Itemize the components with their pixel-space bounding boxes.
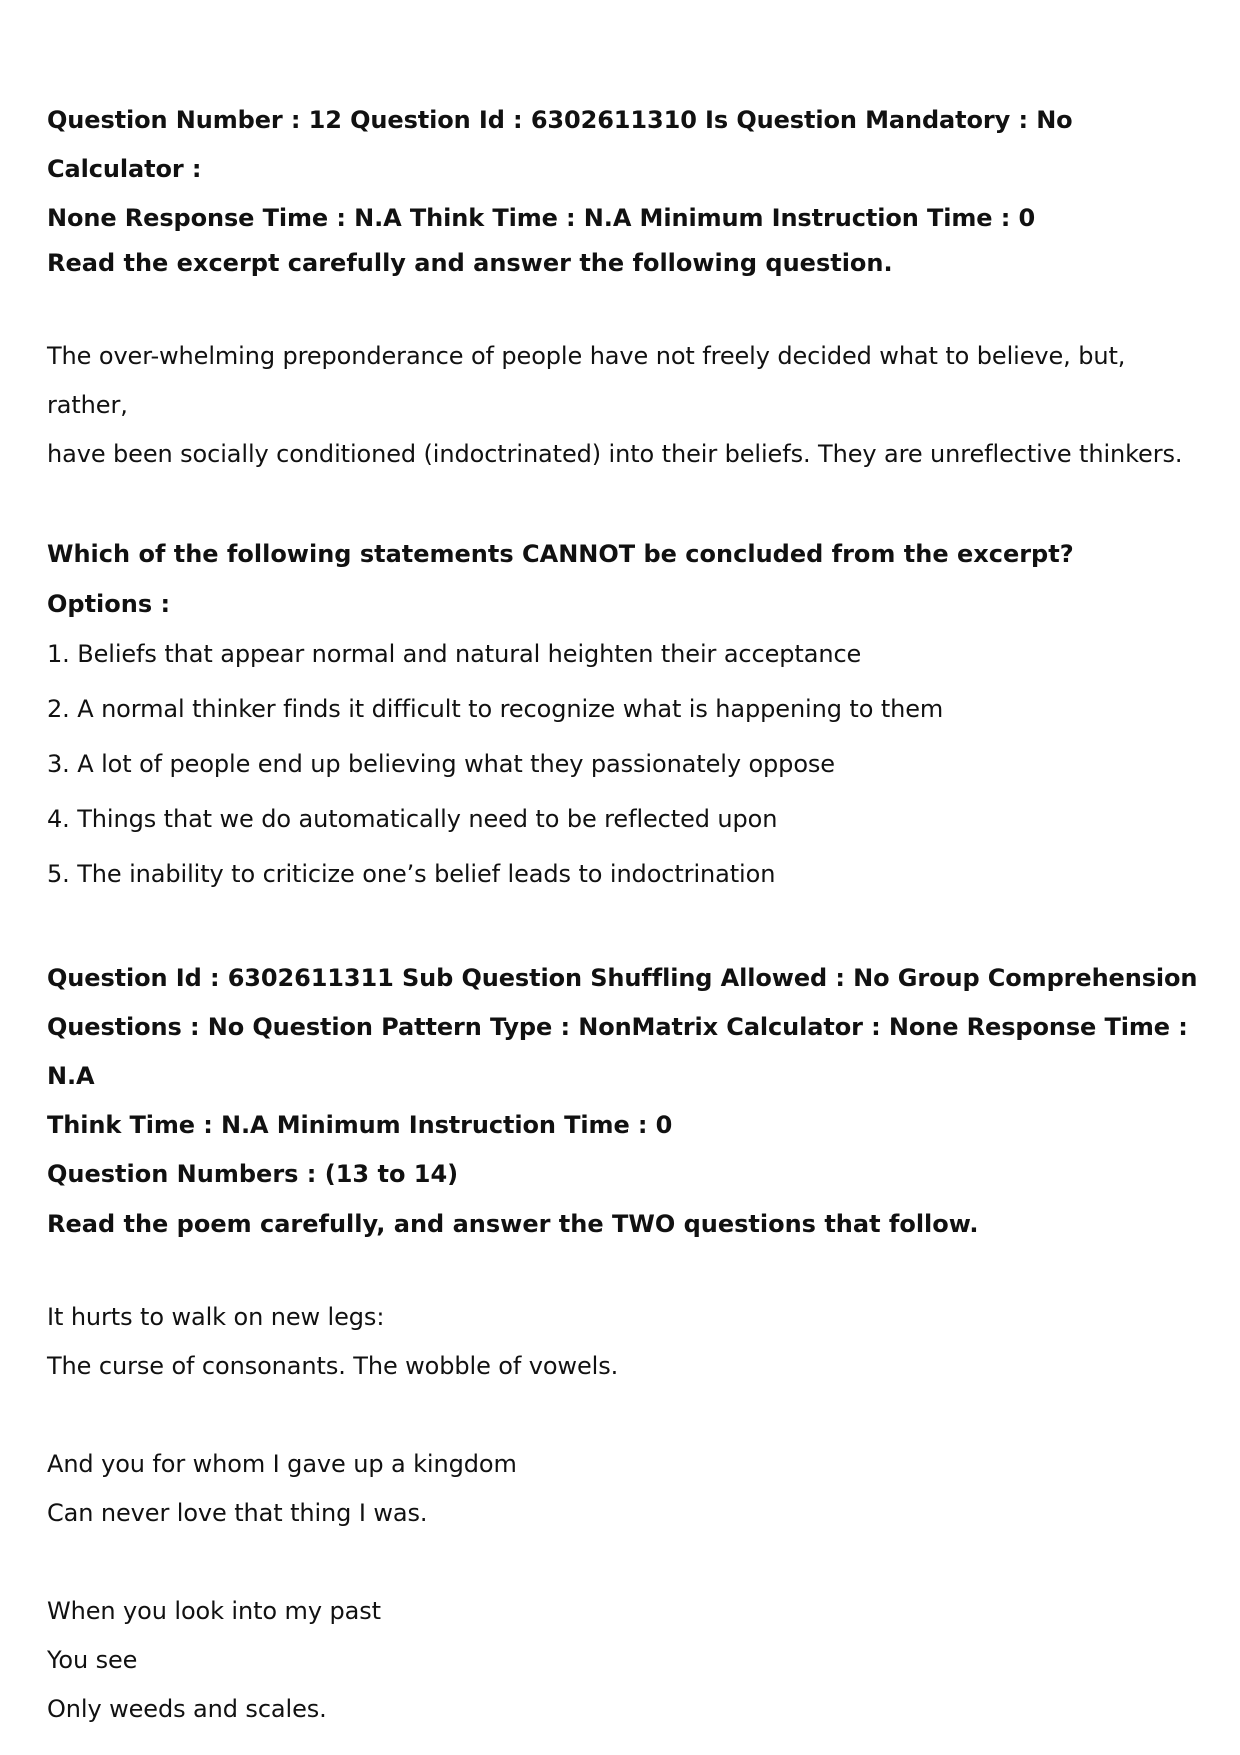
options-list bbox=[47, 636, 1207, 892]
group-13-14-metadata bbox=[47, 954, 1207, 1150]
poem-line: Can never love that thing I was. bbox=[47, 1499, 428, 1527]
option-item: 2. A normal thinker finds it difficult to recognize what is happening to them bbox=[47, 695, 944, 723]
poem-line: You see bbox=[47, 1646, 138, 1674]
document-page bbox=[47, 96, 1207, 1734]
poem-line: Only weeds and scales. bbox=[47, 1695, 327, 1723]
excerpt-line: The over-whelming preponderance of people have not freely decided what to believe, but, rather, bbox=[47, 342, 1126, 419]
poem-line: And you for whom I gave up a kingdom bbox=[47, 1450, 517, 1478]
question-12-metadata bbox=[47, 96, 1207, 243]
poem-line: It hurts to walk on new legs: bbox=[47, 1303, 385, 1331]
excerpt bbox=[47, 332, 1207, 479]
poem-line: When you look into my past bbox=[47, 1597, 381, 1625]
instruction-text: Read the poem carefully, and answer the TWO questions that follow. bbox=[47, 1210, 979, 1238]
option-item: 1. Beliefs that appear normal and natural heighten their acceptance bbox=[47, 640, 862, 668]
poem bbox=[47, 1293, 1207, 1734]
poem-line: The curse of consonants. The wobble of vowels. bbox=[47, 1352, 619, 1380]
question-numbers: Question Numbers : (13 to 14) bbox=[47, 1160, 459, 1188]
metadata-line: Think Time : N.A Minimum Instruction Time : 0 bbox=[47, 1111, 673, 1139]
metadata-line: None Response Time : N.A Think Time : N.A Minimum Instruction Time : 0 bbox=[47, 204, 1036, 232]
question-text: Which of the following statements CANNOT be concluded from the excerpt? bbox=[47, 540, 1074, 568]
instruction-text: Read the excerpt carefully and answer the following question. bbox=[47, 249, 893, 277]
option-item: 3. A lot of people end up believing what they passionately oppose bbox=[47, 750, 835, 778]
options-label: Options : bbox=[47, 590, 171, 618]
metadata-line: Question Id : 6302611311 Sub Question Shuffling Allowed : No Group Comprehension bbox=[47, 964, 1198, 992]
option-item: 5. The inability to criticize one’s belief leads to indoctrination bbox=[47, 860, 776, 888]
metadata-line: Question Number : 12 Question Id : 6302611310 Is Question Mandatory : No Calculator : bbox=[47, 106, 1073, 183]
option-item: 4. Things that we do automatically need to be reflected upon bbox=[47, 805, 778, 833]
metadata-line: Questions : No Question Pattern Type : NonMatrix Calculator : None Response Time : N.A bbox=[47, 1013, 1188, 1090]
excerpt-line: have been socially conditioned (indoctrinated) into their beliefs. They are unreflective thinkers. bbox=[47, 440, 1183, 468]
